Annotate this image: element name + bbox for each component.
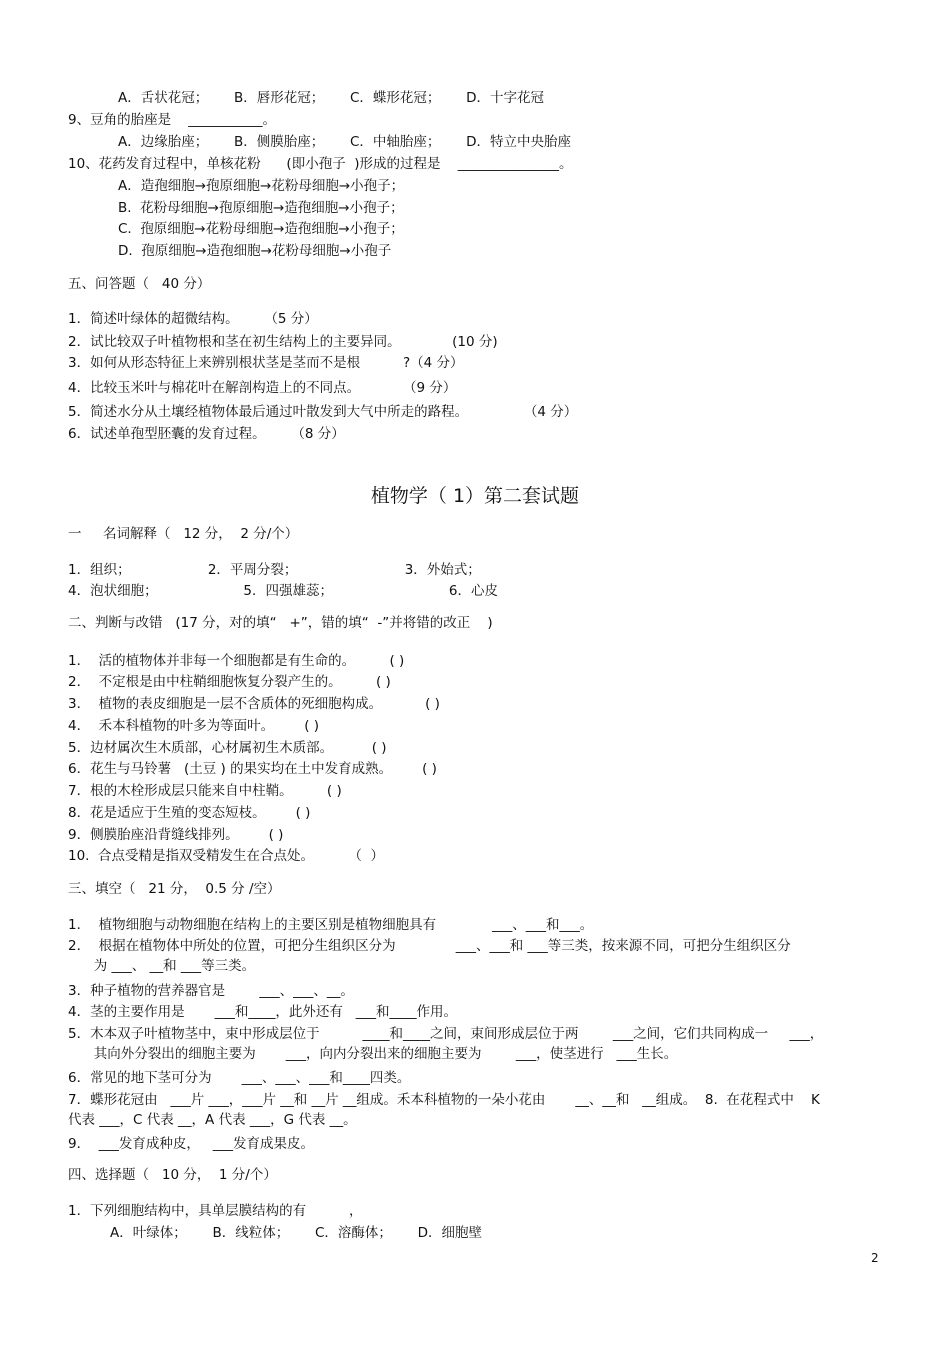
list-item: 3． 植物的表皮细胞是一层不含质体的死细胞构成。 ( )	[68, 696, 440, 712]
option-line: A．舌状花冠； B．唇形花冠； C．蝶形花冠； D．十字花冠	[118, 90, 545, 106]
list-item: 4． 禾本科植物的叶多为等面叶。 ( )	[68, 718, 320, 734]
option-line: A．造孢细胞→孢原细胞→花粉母细胞→小孢子；	[118, 178, 405, 194]
list-item: 1．简述叶绿体的超微结构。 （5 分）	[68, 311, 318, 327]
section-heading: 二、判断与改错 (17 分，对的填“ +”，错的填“ -”并将错的改正 )	[68, 615, 493, 631]
list-item: 3．如何从形态特征上来辨别根状茎是茎而不是根 ?（4 分）	[68, 355, 464, 371]
list-item: 7．根的木栓形成层只能来自中柱鞘。 ( )	[68, 783, 342, 799]
list-item: 2． 不定根是由中柱鞘细胞恢复分裂产生的。 ( )	[68, 674, 391, 690]
list-item: 6．常见的地下茎可分为 ___、___、___和____四类。	[68, 1070, 411, 1086]
list-item: 9．侧膜胎座沿背缝线排列。 ( )	[68, 827, 284, 843]
section-heading: 五、问答题（ 40 分）	[68, 276, 211, 292]
list-item: 4．茎的主要作用是 ___和____，此外还有 ___和____作用。	[68, 1004, 458, 1020]
section-heading: 一 名词解释（ 12 分， 2 分/个）	[68, 526, 299, 542]
list-item: 5．简述水分从土壤经植物体最后通过叶散发到大气中所走的路程。 （4 分）	[68, 404, 578, 420]
list-item: 5．边材属次生木质部，心材属初生木质部。 ( )	[68, 740, 387, 756]
list-item: 其向外分裂出的细胞主要为 ___，向内分裂出来的细胞主要为 ___，使茎进行 ___生长。	[68, 1046, 678, 1062]
list-item: 9． ___发育成种皮， ___发育成果皮。	[68, 1136, 315, 1152]
list-item: 6．试述单孢型胚囊的发育过程。 （8 分）	[68, 426, 345, 442]
list-item: 2．试比较双子叶植物根和茎在初生结构上的主要异同。 (10 分)	[68, 334, 498, 350]
page-number: 2	[871, 1251, 879, 1265]
list-item: 为 ___、 __和 ___等三类。	[68, 958, 256, 974]
option-line: C. 孢原细胞→花粉母细胞→造孢细胞→小孢子；	[118, 221, 404, 237]
list-item: 8．花是适应于生殖的变态短枝。 ( )	[68, 805, 311, 821]
option-line: A．叶绿体； B．线粒体； C．溶酶体； D．细胞壁	[110, 1225, 483, 1241]
list-item: 1． 植物细胞与动物细胞在结构上的主要区别是植物细胞具有 ___、___和___。	[68, 917, 594, 933]
list-item: 5．木本双子叶植物茎中，束中形成层位于 ____和____之间，束间形成层位于两 ___之间，它们共同构成一 ___，	[68, 1026, 824, 1042]
list-item: 10. 合点受精是指双受精发生在合点处。 （ ）	[68, 848, 384, 864]
list-item: 4．比较玉米叶与棉花叶在解剖构造上的不同点。 （9 分）	[68, 380, 457, 396]
section-heading: 四、选择题（ 10 分， 1 分/个）	[68, 1167, 277, 1183]
option-line: A．边缘胎座； B．侧膜胎座； C．中轴胎座； D．特立中央胎座	[118, 134, 572, 150]
list-item: 7．蝶形花冠由 ___片 ___，___片 __和 __片 __组成。禾本科植物的一朵小花由 __、__和 __组成。 8. 在花程式中 K	[68, 1092, 820, 1108]
page-title: 植物学（ 1）第二套试题	[370, 485, 580, 507]
term-row: 4．泡状细胞； 5．四强雄蕊； 6．心皮	[68, 583, 498, 599]
question-line: 9、豆角的胎座是 ___________。	[68, 112, 277, 128]
option-line: D. 孢原细胞→造孢细胞→花粉母细胞→小孢子	[118, 243, 392, 259]
term-row: 1．组织； 2．平周分裂； 3．外始式；	[68, 562, 481, 578]
list-item: 1． 活的植物体并非每一个细胞都是有生命的。 ( )	[68, 653, 405, 669]
list-item: 2． 根据在植物体中所处的位置，可把分生组织区分为 ___、___和 ___等三类，按来源不同，可把分生组织区分	[68, 938, 791, 954]
list-item: 3．种子植物的营养器官是 ___、___、__。	[68, 983, 354, 999]
question-line: 10、花药发育过程中，单核花粉 (即小孢子 )形成的过程是 _______________。	[68, 156, 573, 172]
question-line: 1．下列细胞结构中，具单层膜结构的有 ，	[68, 1203, 363, 1219]
option-line: B. 花粉母细胞→孢原细胞→造孢细胞→小孢子；	[118, 200, 404, 216]
section-heading: 三、填空（ 21 分， 0.5 分 /空）	[68, 881, 281, 897]
list-item: 6．花生与马铃薯 (土豆 ) 的果实均在土中发育成熟。 ( )	[68, 761, 437, 777]
list-item: 代表 ___，C 代表 __，A 代表 ___，G 代表 __。	[68, 1112, 357, 1128]
